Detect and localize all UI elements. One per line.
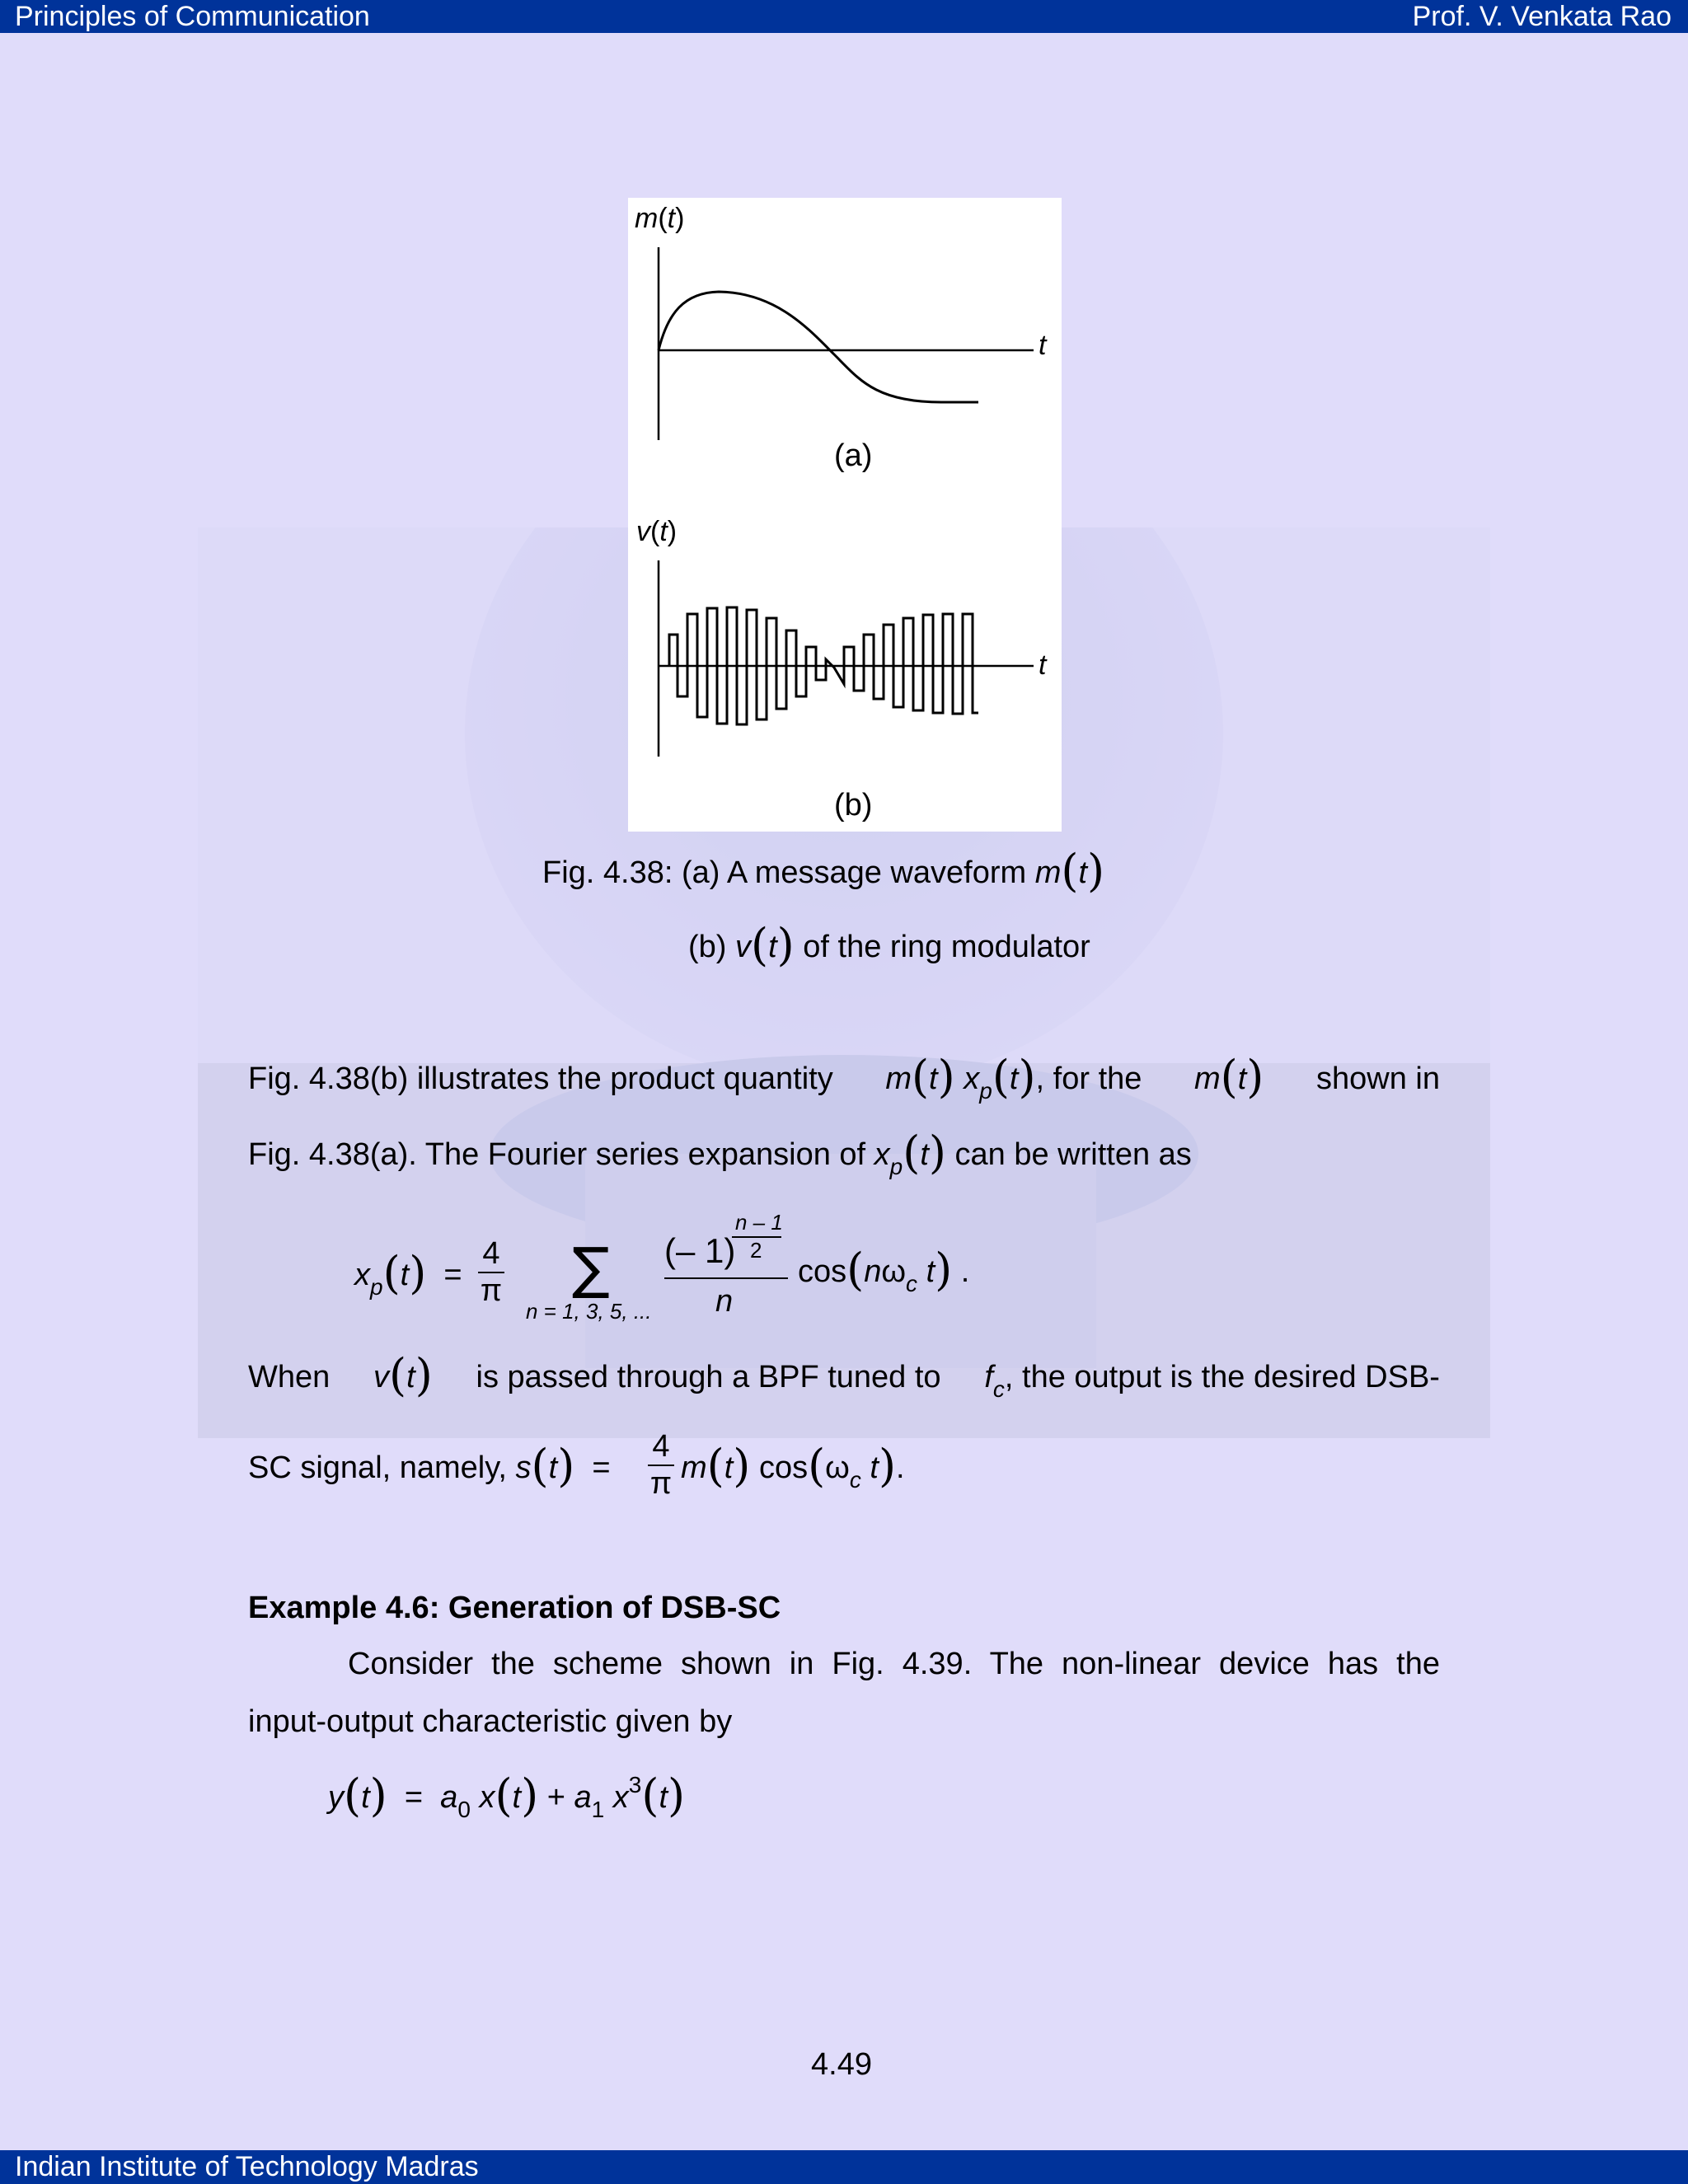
course-title: Principles of Communication [15, 1, 370, 32]
waveform-plots [628, 198, 1062, 832]
main-fraction-bar [664, 1277, 788, 1279]
summation-symbol: ∑ [572, 1236, 610, 1301]
summation-range: n = 1, 3, 5, ... [526, 1299, 652, 1324]
institute-name: Indian Institute of Technology Madras [15, 2151, 479, 2182]
paragraph-1-line-1: Fig. 4.38(b) illustrates the product quantity m(t) $x_p(t)$, for the m(t) shown in [248, 1051, 1440, 1104]
example-line-2: input-output characteristic given by [248, 1704, 733, 1739]
eq1-cosine-term: $\cos(n\omega_c$ t) . [798, 1244, 970, 1296]
eq1-coefficient: $\frac{4}{\pi}$ [478, 1236, 504, 1309]
page-number: 4.49 [811, 2047, 872, 2082]
panel-b-caption: (b) [834, 788, 873, 823]
figure-caption-line-1: Fig. 4.38: (a) A message waveform m(t) [542, 845, 1105, 897]
example-line-1: Consider the scheme shown in Fig. 4.39. The non-linear device has the [348, 1647, 1440, 1681]
header-bar [0, 0, 1688, 33]
dsb-sc-signal-term: m(t) $\cos(\omega_c$ t). [681, 1440, 905, 1493]
paragraph-2-line-1: When v(t) is passed through a BPF tuned to $f_c$, the output is the desired DSB- [248, 1349, 1440, 1402]
author-name: Prof. V. Venkata Rao [1412, 1, 1672, 32]
panel-b-xlabel: t [1039, 649, 1047, 681]
dsb-sc-coefficient: $\frac{4}{\pi}$ [648, 1429, 674, 1502]
paragraph-1-line-2: Fig. 4.38(a). The Fourier series expansion of $x_p(t)$ can be written as [248, 1127, 1192, 1179]
figure-4-38 [628, 198, 1062, 832]
footer-bar [0, 2150, 1688, 2184]
negative-one-base: (– 1) [664, 1231, 736, 1270]
paragraph-2-line-2: SC signal, namely, s(t) = [248, 1440, 611, 1492]
panel-b-ylabel: v(t) [636, 516, 678, 547]
nonlinear-characteristic-equation: $y(t) = a_0$ $x(t) + a_1$ $x^3(t)$ [328, 1769, 686, 1822]
figure-caption-line-2: (b) v(t) of the ring modulator [688, 919, 1090, 971]
message-waveform [659, 292, 978, 402]
example-heading: Example 4.6: Generation of DSB-SC [248, 1591, 781, 1625]
exponent-denominator: 2 [750, 1238, 762, 1263]
eq1-denominator: n [715, 1284, 734, 1319]
panel-a-xlabel: t [1039, 330, 1047, 361]
exponent-numerator: n – 1 [735, 1210, 783, 1235]
panel-a-ylabel: m(t) [635, 203, 685, 234]
eq1-lhs: $x_p(t)$ = [354, 1247, 462, 1300]
panel-a-caption: (a) [834, 438, 873, 473]
